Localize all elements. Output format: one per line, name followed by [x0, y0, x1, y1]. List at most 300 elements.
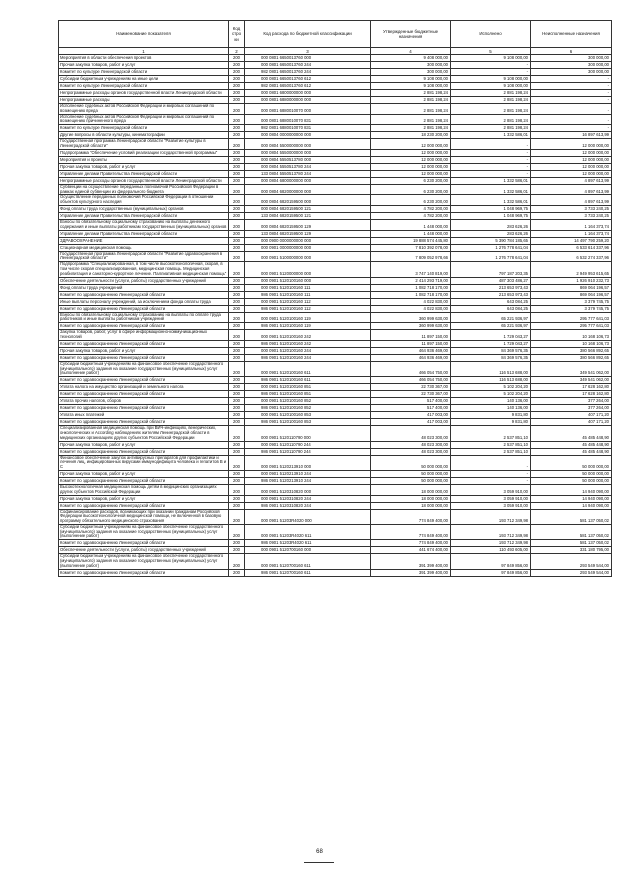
cell-approved: 12 000 000,00	[371, 163, 451, 170]
cell-unexecuted: 377 264,00	[531, 405, 612, 412]
cell-executed: 3 059 910,00	[451, 484, 531, 495]
cell-executed: 487 303 486,27	[451, 277, 531, 284]
cell-unexecuted: 10 168 106,73	[531, 330, 612, 341]
cell-unexecuted: 4 897 613,99	[531, 177, 612, 184]
cell-unexecuted: 6 533 614 337,96	[531, 244, 612, 251]
cell-line-code: 200	[229, 554, 245, 569]
cell-executed: 643 084,25	[451, 305, 531, 312]
cell-line-code: 200	[229, 509, 245, 524]
cell-bk-code: 000 0901 5100000000 000	[245, 251, 371, 262]
table-row	[59, 139, 612, 150]
cell-approved: 441 674 400,00	[371, 547, 451, 554]
cell-name: Комитет по здравоохранению Ленинградской области	[59, 323, 229, 330]
cell-unexecuted: 1 164 373,74	[531, 219, 612, 230]
cell-line-code: 200	[229, 262, 245, 277]
cell-approved: 11 897 150,00	[371, 330, 451, 341]
cell-approved: 774 849 400,00	[371, 524, 451, 539]
cell-unexecuted: 869 064 196,57	[531, 284, 612, 291]
cell-name: Управление делами Правительства Ленинградской области	[59, 230, 229, 237]
cell-executed: 2 537 851,10	[451, 426, 531, 441]
table-row	[59, 284, 612, 291]
cell-name: Исполнение судебных актов Российской Федерации и мировых соглашений по возмещению вреда	[59, 104, 229, 115]
cell-line-code: 200	[229, 170, 245, 177]
table-row	[59, 156, 612, 163]
cell-approved: 12 000 000,00	[371, 170, 451, 177]
footer-rule	[304, 862, 334, 863]
page-number: 68	[316, 849, 323, 855]
table-body	[59, 55, 612, 577]
cell-line-code: 200	[229, 205, 245, 212]
cell-approved: 22 730 367,00	[371, 391, 451, 398]
cell-name: Специализированная медицинская помощь при ВИЧ-инфекциях, венерических, онкологических и According наблюдениях жителям Ленинградской области в медицинских организациях других субъектов Российской Федерации	[59, 426, 229, 441]
cell-unexecuted: 300 000,00	[531, 69, 612, 76]
cell-unexecuted: 380 566 892,65	[531, 354, 612, 361]
cell-name: Комитет по здравоохранению Ленинградской области	[59, 448, 229, 455]
cell-approved: 3 747 140 819,00	[371, 262, 451, 277]
cell-bk-code: 000 0801 6650013760 244	[245, 62, 371, 69]
cell-approved: 18 000 000,00	[371, 502, 451, 509]
cell-unexecuted: 45 485 448,90	[531, 426, 612, 441]
cell-line-code: 200	[229, 251, 245, 262]
cell-name: Осуществление переданных полномочий Российской Федерации в отношении объектов культурного наследия	[59, 195, 229, 206]
cell-bk-code: 986 0901 51203R4020 611	[245, 540, 371, 547]
cell-approved: 1 082 718 170,00	[371, 291, 451, 298]
cell-line-code: 200	[229, 547, 245, 554]
cell-bk-code: 000 0901 51203R4020 611	[245, 524, 371, 539]
cell-unexecuted: 407 171,20	[531, 419, 612, 426]
table-row	[59, 361, 612, 376]
cell-executed: 1 332 586,01	[451, 177, 531, 184]
cell-line-code: 200	[229, 448, 245, 455]
cell-approved: 2 881 198,24	[371, 114, 451, 125]
cell-bk-code: 133 0804 5550513780 244	[245, 170, 371, 177]
cell-executed: 84 369 576,35	[451, 347, 531, 354]
cell-unexecuted: 869 064 196,57	[531, 291, 612, 298]
cell-executed: 1 276 778 641,04	[451, 251, 531, 262]
cell-bk-code: 000 0901 5120000000 000	[245, 262, 371, 277]
cell-approved: 12 000 000,00	[371, 156, 451, 163]
table-row	[59, 398, 612, 405]
cell-executed: 2 881 198,24	[451, 97, 531, 104]
cell-approved: 18 230 200,00	[371, 132, 451, 139]
cell-line-code: 200	[229, 212, 245, 219]
cell-executed: 3 059 910,00	[451, 502, 531, 509]
cell-unexecuted: 3 733 240,25	[531, 212, 612, 219]
cell-approved: 2 881 198,24	[371, 97, 451, 104]
cell-bk-code: 000 0801 6650013760 000	[245, 55, 371, 62]
cell-bk-code: 000 0901 5120110790 244	[245, 441, 371, 448]
cell-unexecuted: 349 541 062,00	[531, 361, 612, 376]
cell-unexecuted: 407 171,20	[531, 412, 612, 419]
cell-bk-code: 000 0901 5120100160 851	[245, 384, 371, 391]
cell-executed: -	[451, 62, 531, 69]
table-row	[59, 212, 612, 219]
cell-line-code: 200	[229, 426, 245, 441]
cell-name: Субсидии бюджетным учреждениям на финансовое обеспечение государственного (муниципального) задания на оказание государственных (муниципальных) услуг (выполнение работ)	[59, 554, 229, 569]
cell-name: Финансовое обеспечение закупок антивирусных препаратов для профилактики и лечения лиц, инфицированных вирусами иммунодефицита человека и гепатитов В и С	[59, 455, 229, 470]
cell-executed: 2 881 198,24	[451, 104, 531, 115]
cell-line-code: 200	[229, 69, 245, 76]
budget-report-sheet	[58, 20, 611, 577]
cell-line-code: 200	[229, 114, 245, 125]
cell-approved: 300 000,00	[371, 69, 451, 76]
cell-line-code: 200	[229, 237, 245, 244]
cell-approved: 18 000 000,00	[371, 495, 451, 502]
cell-bk-code: 986 0901 5120100160 242	[245, 340, 371, 347]
cell-executed: 97 849 856,00	[451, 569, 531, 576]
cell-unexecuted: 45 485 448,90	[531, 448, 612, 455]
cell-bk-code: 000 0901 5120100160 852	[245, 398, 371, 405]
cell-name: Государственная программа Ленинградской области "Развитие культуры в Ленинградской области"	[59, 139, 229, 150]
budget-table	[58, 20, 612, 577]
table-row	[59, 455, 612, 470]
cell-executed: 797 187 203,35	[451, 262, 531, 277]
cell-approved: 466 054 750,00	[371, 377, 451, 384]
cell-approved: 464 936 469,00	[371, 354, 451, 361]
cell-approved: 466 054 750,00	[371, 361, 451, 376]
cell-bk-code: 000 0804 0000000000 000	[245, 132, 371, 139]
cell-bk-code: 986 0901 5120100160 852	[245, 405, 371, 412]
column-number: 6	[531, 48, 612, 55]
table-row	[59, 419, 612, 426]
cell-name: Субсидии бюджетным учреждениям на финансовое обеспечение государственного (муниципального) задания на оказание государственных (муниципальных) услуг (выполнение работ)	[59, 361, 229, 376]
cell-name: Комитет по здравоохранению Ленинградской области	[59, 502, 229, 509]
table-row	[59, 569, 612, 576]
column-number: 4	[371, 48, 451, 55]
cell-unexecuted: 380 566 892,65	[531, 347, 612, 354]
table-row	[59, 230, 612, 237]
table-row	[59, 554, 612, 569]
cell-unexecuted: 4 897 613,99	[531, 195, 612, 206]
cell-name: Комитет по культуре Ленинградской области	[59, 125, 229, 132]
table-row	[59, 391, 612, 398]
cell-line-code: 200	[229, 502, 245, 509]
cell-bk-code: 986 0901 5120100160 851	[245, 391, 371, 398]
cell-unexecuted: -	[531, 76, 612, 83]
cell-approved: 50 000 000,00	[371, 470, 451, 477]
cell-bk-code: 000 0901 5120100160 853	[245, 412, 371, 419]
cell-name: Подпрограмма "Обеспечение условий реализации государственной программы"	[59, 149, 229, 156]
cell-unexecuted: -	[531, 90, 612, 97]
header-name: Наименование показателя	[59, 21, 229, 48]
cell-unexecuted: 12 000 000,00	[531, 163, 612, 170]
cell-executed: 283 626,26	[451, 230, 531, 237]
cell-executed: 3 059 910,00	[451, 495, 531, 502]
column-number: 2	[229, 48, 245, 55]
cell-approved: 48 023 300,00	[371, 448, 451, 455]
cell-approved: 7 810 392 078,00	[371, 244, 451, 251]
table-row	[59, 340, 612, 347]
cell-name: Высокотехнологичная медицинская помощь детям в медицинских организациях других субъектов Российской Федерации	[59, 484, 229, 495]
cell-executed: 116 513 688,00	[451, 377, 531, 384]
cell-unexecuted: 17 628 162,80	[531, 384, 612, 391]
cell-executed: 140 136,00	[451, 405, 531, 412]
cell-bk-code: 000 0901 5120110790 000	[245, 426, 371, 441]
cell-name: Комитет по культуре Ленинградской области	[59, 83, 229, 90]
table-row	[59, 219, 612, 230]
cell-approved: 417 003,00	[371, 419, 451, 426]
cell-approved: 360 999 630,00	[371, 323, 451, 330]
cell-name: Непрограммные расходы	[59, 97, 229, 104]
cell-line-code: 200	[229, 195, 245, 206]
cell-name: Комитет по здравоохранению Ленинградской области	[59, 340, 229, 347]
table-row	[59, 132, 612, 139]
cell-name: Комитет по здравоохранению Ленинградской области	[59, 419, 229, 426]
cell-executed: 116 513 688,00	[451, 361, 531, 376]
table-row	[59, 323, 612, 330]
cell-line-code: 200	[229, 90, 245, 97]
cell-executed: 9 831,80	[451, 419, 531, 426]
cell-unexecuted: 295 777 641,03	[531, 312, 612, 323]
cell-line-code: 200	[229, 495, 245, 502]
cell-name: ЗДРАВООХРАНЕНИЕ	[59, 237, 229, 244]
table-row	[59, 347, 612, 354]
table-row	[59, 502, 612, 509]
cell-approved: 1 082 718 170,00	[371, 284, 451, 291]
cell-approved: 6 230 200,00	[371, 195, 451, 206]
cell-approved: 7 809 052 978,66	[371, 251, 451, 262]
cell-unexecuted: 50 000 000,00	[531, 470, 612, 477]
cell-executed: 643 084,25	[451, 298, 531, 305]
cell-name: Управление делами Правительства Ленинградской области	[59, 170, 229, 177]
table-row	[59, 547, 612, 554]
cell-name: Государственная программа Ленинградской области "Развитие здравоохранения в Ленинградской области"	[59, 251, 229, 262]
cell-name: Комитет по здравоохранению Ленинградской области	[59, 291, 229, 298]
column-number: 5	[451, 48, 531, 55]
cell-bk-code: 000 0801 6880010070 000	[245, 104, 371, 115]
cell-bk-code: 986 0901 5120100160 244	[245, 354, 371, 361]
cell-bk-code: 133 0804 6820159500 129	[245, 230, 371, 237]
table-row	[59, 170, 612, 177]
table-row	[59, 405, 612, 412]
cell-executed: 9 831,80	[451, 412, 531, 419]
cell-name: Прочая закупка товаров, работ и услуг	[59, 495, 229, 502]
cell-unexecuted: 331 180 795,00	[531, 547, 612, 554]
cell-bk-code: 986 0901 5120100160 853	[245, 419, 371, 426]
cell-unexecuted: -	[531, 125, 612, 132]
cell-executed: 5 102 204,20	[451, 391, 531, 398]
cell-name: Прочая закупка товаров, работ и услуг	[59, 163, 229, 170]
cell-name: Обеспечение деятельности (услуги, работы) государственных учреждений	[59, 277, 229, 284]
table-row	[59, 448, 612, 455]
cell-approved: 2 881 198,24	[371, 104, 451, 115]
cell-line-code: 200	[229, 132, 245, 139]
cell-line-code: 200	[229, 323, 245, 330]
cell-bk-code: 000 0804 5550513780 244	[245, 163, 371, 170]
cell-name: Прочая закупка товаров, работ и услуг	[59, 347, 229, 354]
column-number: 3	[245, 48, 371, 55]
cell-executed: -	[451, 163, 531, 170]
cell-approved: 360 999 630,00	[371, 312, 451, 323]
cell-line-code: 200	[229, 484, 245, 495]
cell-unexecuted: 300 000,00	[531, 62, 612, 69]
cell-name: Уплата иных платежей	[59, 412, 229, 419]
cell-name: Иные выплаты персоналу учреждений, за исключением фонда оплаты труда	[59, 298, 229, 305]
cell-unexecuted: -	[531, 83, 612, 90]
cell-executed: 2 881 198,24	[451, 90, 531, 97]
cell-approved: 4 022 830,00	[371, 298, 451, 305]
cell-executed: 1 729 043,27	[451, 340, 531, 347]
cell-executed: 65 221 936,97	[451, 312, 531, 323]
cell-executed: 5 390 784 185,65	[451, 237, 531, 244]
cell-line-code: 200	[229, 305, 245, 312]
cell-bk-code: 000 0804 5550513780 000	[245, 156, 371, 163]
cell-unexecuted: 2 949 953 615,65	[531, 262, 612, 277]
cell-executed: -	[451, 156, 531, 163]
cell-bk-code: 000 0901 5120100160 611	[245, 361, 371, 376]
cell-approved: 774 849 400,00	[371, 509, 451, 524]
cell-approved: 12 000 000,00	[371, 149, 451, 156]
cell-line-code: 200	[229, 569, 245, 576]
cell-executed: 65 221 936,97	[451, 323, 531, 330]
cell-name: Прочая закупка товаров, работ и услуг	[59, 441, 229, 448]
cell-approved: 6 230 200,00	[371, 184, 451, 195]
cell-approved: 11 897 150,00	[371, 340, 451, 347]
cell-line-code: 200	[229, 76, 245, 83]
cell-unexecuted: 12 000 000,00	[531, 149, 612, 156]
header-bk-code: Код расхода по бюджетной классификации	[245, 21, 371, 48]
cell-line-code: 200	[229, 524, 245, 539]
cell-line-code: 200	[229, 354, 245, 361]
table-row	[59, 412, 612, 419]
cell-line-code: 200	[229, 419, 245, 426]
table-row	[59, 104, 612, 115]
table-row	[59, 195, 612, 206]
cell-bk-code: 000 0804 6800000000 000	[245, 177, 371, 184]
table-row	[59, 484, 612, 495]
table-row	[59, 149, 612, 156]
cell-approved: 4 782 200,00	[371, 205, 451, 212]
cell-executed: 193 712 349,98	[451, 540, 531, 547]
cell-bk-code: 000 0801 6800000000 000	[245, 90, 371, 97]
cell-line-code: 200	[229, 177, 245, 184]
cell-unexecuted: 6 532 274 337,96	[531, 251, 612, 262]
cell-approved: 22 730 367,00	[371, 384, 451, 391]
table-row	[59, 55, 612, 62]
cell-line-code: 200	[229, 291, 245, 298]
cell-unexecuted: 293 549 544,00	[531, 554, 612, 569]
cell-name: Мероприятия и проекты	[59, 156, 229, 163]
cell-executed: 213 653 973,43	[451, 284, 531, 291]
cell-unexecuted: 14 940 090,00	[531, 495, 612, 502]
cell-line-code: 200	[229, 347, 245, 354]
cell-approved: 464 936 469,00	[371, 347, 451, 354]
cell-name: Обеспечение деятельности (услуги, работы) государственных учреждений	[59, 547, 229, 554]
cell-name: Субсидии бюджетным учреждениям на финансовое обеспечение государственного (муниципального) задания на оказание государственных (муниципальных) услуг (выполнение работ)	[59, 524, 229, 539]
cell-approved: 19 888 574 445,80	[371, 237, 451, 244]
cell-line-code: 200	[229, 156, 245, 163]
cell-line-code: 200	[229, 219, 245, 230]
cell-name: Мероприятия в области обеспечения проектов	[59, 55, 229, 62]
cell-approved: 18 000 000,00	[371, 484, 451, 495]
cell-bk-code: 000 0804 6820000000 000	[245, 184, 371, 195]
cell-approved: 300 000,00	[371, 62, 451, 69]
column-number-row	[59, 48, 612, 55]
cell-name: Другие вопросы в области культуры, кинематографии	[59, 132, 229, 139]
cell-executed: 193 712 349,98	[451, 509, 531, 524]
table-row	[59, 205, 612, 212]
cell-line-code: 200	[229, 330, 245, 341]
cell-bk-code: 000 0900 0000000000 000	[245, 237, 371, 244]
table-row	[59, 251, 612, 262]
cell-executed: 283 626,26	[451, 219, 531, 230]
cell-unexecuted: 12 000 000,00	[531, 156, 612, 163]
cell-unexecuted: 14 940 090,00	[531, 484, 612, 495]
cell-executed: 1 276 778 641,04	[451, 244, 531, 251]
cell-approved: 12 000 000,00	[371, 139, 451, 150]
cell-executed: 9 108 000,00	[451, 83, 531, 90]
cell-name: Субсидии бюджетным учреждениям на иные цели	[59, 76, 229, 83]
cell-line-code: 200	[229, 139, 245, 150]
table-row	[59, 62, 612, 69]
table-row	[59, 237, 612, 244]
cell-name: Комитет по здравоохранению Ленинградской области	[59, 305, 229, 312]
cell-line-code: 200	[229, 477, 245, 484]
cell-name: Взносы по обязательному социальному страхованию на выплаты денежного содержания и иные выплаты работникам государственных (муниципальных) органов	[59, 219, 229, 230]
cell-name: Подпрограмма "Специализированная, в том числе высокотехнологичная, скорая, в том числе скорая специализированная, медицинская помощь. Медицинская реабилитация и санаторно-курортное лечение. Паллиативная медицинская помощь"	[59, 262, 229, 277]
cell-name: Прочая закупка товаров, работ и услуг	[59, 470, 229, 477]
cell-executed: 213 653 973,43	[451, 291, 531, 298]
table-row	[59, 377, 612, 384]
cell-name: Уплата прочих налогов, сборов	[59, 398, 229, 405]
cell-bk-code: 000 0901 5120100160 112	[245, 298, 371, 305]
cell-executed: 9 108 000,00	[451, 55, 531, 62]
cell-unexecuted: 50 000 000,00	[531, 455, 612, 470]
header-line-code: Код стро ки	[229, 21, 245, 48]
cell-name: Комитет по здравоохранению Ленинградской области	[59, 391, 229, 398]
cell-approved: 50 000 000,00	[371, 455, 451, 470]
cell-line-code: 200	[229, 298, 245, 305]
cell-approved: 4 782 200,00	[371, 212, 451, 219]
cell-line-code: 200	[229, 361, 245, 376]
table-row	[59, 330, 612, 341]
cell-executed: -	[451, 470, 531, 477]
cell-line-code: 200	[229, 163, 245, 170]
cell-line-code: 200	[229, 62, 245, 69]
cell-name: Уплата налога на имущество организаций и земельного налога	[59, 384, 229, 391]
cell-name: Фонд оплаты труда учреждений	[59, 284, 229, 291]
cell-approved: 1 448 000,00	[371, 230, 451, 237]
cell-name: Закупка товаров, работ, услуг в сфере информационно-коммуникационных технологий	[59, 330, 229, 341]
cell-executed: 140 136,00	[451, 398, 531, 405]
table-row	[59, 312, 612, 323]
cell-line-code: 200	[229, 277, 245, 284]
table-row	[59, 441, 612, 448]
cell-approved: 6 230 200,00	[371, 177, 451, 184]
cell-bk-code: 986 0901 5120213910 244	[245, 477, 371, 484]
cell-approved: 9 108 000,00	[371, 76, 451, 83]
table-row	[59, 184, 612, 195]
cell-line-code: 200	[229, 230, 245, 237]
cell-bk-code: 000 0901 5120213910 000	[245, 455, 371, 470]
cell-executed: -	[451, 139, 531, 150]
cell-bk-code: 986 0901 5120100160 119	[245, 323, 371, 330]
cell-bk-code: 986 0901 5120100160 611	[245, 377, 371, 384]
cell-bk-code: 986 0901 5120700160 611	[245, 569, 371, 576]
cell-approved: 9 408 000,00	[371, 55, 451, 62]
cell-executed: 193 712 349,98	[451, 524, 531, 539]
cell-executed: -	[451, 477, 531, 484]
table-row	[59, 177, 612, 184]
cell-line-code: 200	[229, 149, 245, 156]
cell-bk-code: 982 0801 6650013760 244	[245, 69, 371, 76]
cell-executed: 1 332 586,01	[451, 184, 531, 195]
cell-executed: 110 493 605,00	[451, 547, 531, 554]
table-row	[59, 277, 612, 284]
table-row	[59, 69, 612, 76]
cell-approved: 50 000 000,00	[371, 477, 451, 484]
cell-bk-code: 000 0901 5120310820 244	[245, 495, 371, 502]
